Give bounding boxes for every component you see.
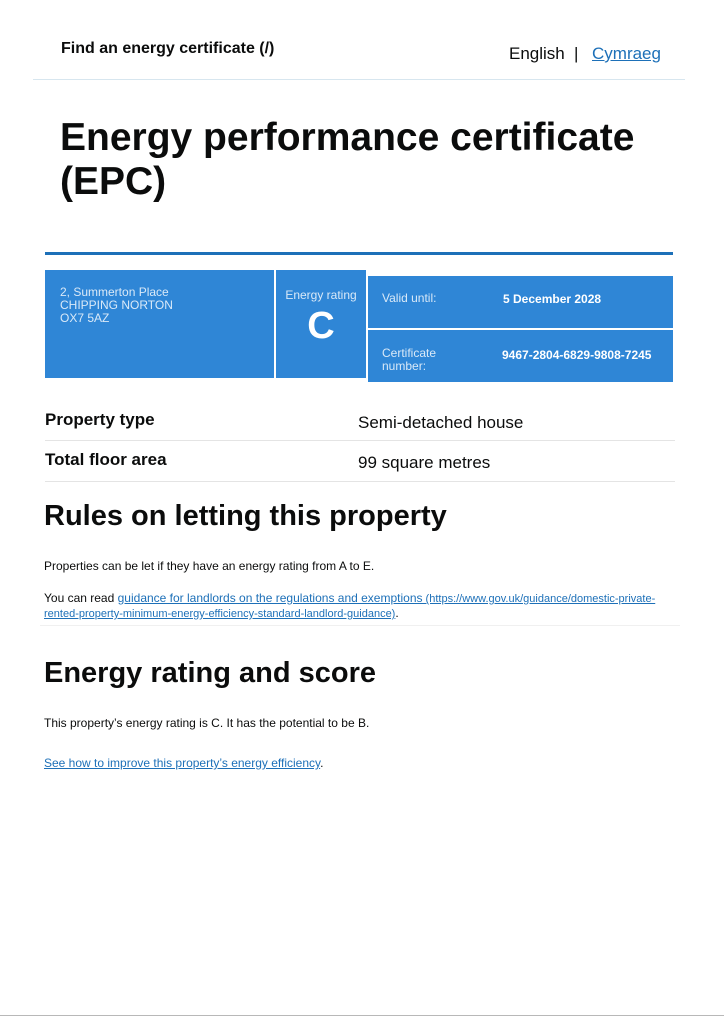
address-panel <box>45 270 274 378</box>
property-type-value: Semi-detached house <box>358 413 524 432</box>
improve-efficiency-paragraph <box>44 756 323 770</box>
floor-area-value: 99 square metres <box>358 453 491 472</box>
landlord-guidance-link[interactable]: guidance for landlords on the regulations and exemptions (https://www.gov.uk/guidance/domestic-private- rented-property-minimum-energy-efficiency-standard-landlord-guidance) <box>44 591 656 620</box>
letting-rules-heading: Rules on letting this property <box>44 500 447 532</box>
language-separator: | <box>574 44 579 63</box>
header-divider <box>33 79 685 80</box>
certificate-number-label <box>382 347 436 373</box>
certificate-label-line2: number: <box>382 359 427 373</box>
language-english: English <box>509 44 565 63</box>
floor-area-label: Total floor area <box>45 450 167 469</box>
certificate-number-panel <box>368 330 673 382</box>
improve-efficiency-link[interactable]: See how to improve this property’s energy efficiency <box>44 756 321 770</box>
valid-until-date: 5 December 2028 <box>503 292 602 306</box>
title-divider <box>45 252 673 255</box>
valid-until-label: Valid until: <box>382 291 437 305</box>
section-divider <box>40 625 680 626</box>
valid-until-panel <box>368 276 673 328</box>
certificate-label-line1: Certificate <box>382 346 437 360</box>
energy-rating-letter: C <box>307 305 335 347</box>
service-name-link[interactable]: Find an energy certificate (/) <box>61 40 275 57</box>
energy-rating-panel <box>276 270 366 378</box>
energy-rating-heading: Energy rating and score <box>44 657 376 689</box>
property-type-label: Property type <box>45 410 155 429</box>
guidance-prefix: You can read <box>44 591 118 605</box>
address-line-2: CHIPPING NORTON <box>60 298 173 312</box>
language-welsh-link[interactable]: Cymraeg <box>592 44 661 63</box>
page-title: Energy performance certificate (EPC) <box>60 116 635 203</box>
summary-row-divider <box>45 481 675 482</box>
link-suffix: . <box>320 756 324 770</box>
certificate-number-value: 9467-2804-6829-9808-7245 <box>502 348 652 362</box>
letting-rules-text: Properties can be let if they have an energy rating from A to E. <box>44 559 375 573</box>
page-bottom-edge <box>0 1015 724 1016</box>
address-postcode: OX7 5AZ <box>60 311 110 325</box>
energy-rating-text: This property’s energy rating is C. It has the potential to be B. <box>44 716 370 730</box>
landlord-guidance-paragraph <box>44 591 674 621</box>
energy-rating-label: Energy rating <box>285 288 357 302</box>
address-line-1: 2, Summerton Place <box>60 285 169 299</box>
guidance-suffix: . <box>395 606 399 620</box>
summary-row-divider <box>45 440 675 441</box>
